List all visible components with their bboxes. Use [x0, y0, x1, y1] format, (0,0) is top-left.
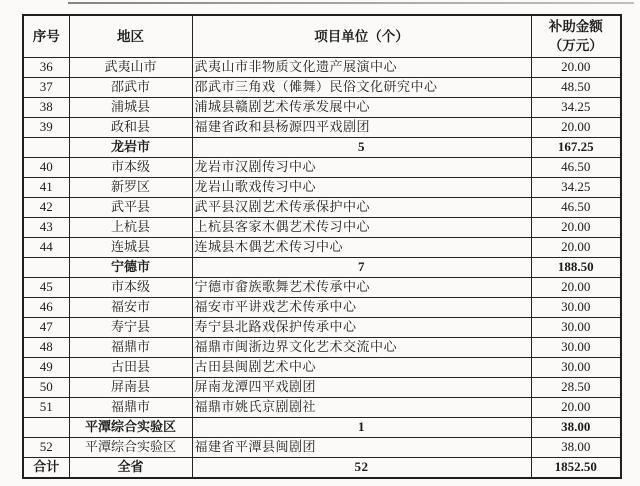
cell-region: 全省 — [69, 458, 192, 479]
cell-unit: 7 — [192, 258, 531, 278]
cell-unit: 福建省政和县杨源四平戏剧团 — [192, 118, 531, 138]
cell-region: 武平县 — [69, 198, 192, 218]
cell-region: 市本级 — [69, 158, 192, 178]
table-row — [23, 458, 621, 479]
cell-unit: 龙岩山歌戏传习中心 — [192, 178, 531, 198]
table-row — [23, 198, 621, 218]
cell-amount: 20.00 — [531, 58, 621, 78]
cell-amount: 46.50 — [531, 198, 621, 218]
cell-region: 寿宁县 — [69, 318, 192, 338]
table-row — [23, 218, 621, 238]
cell-unit: 福安市平讲戏艺术传承中心 — [192, 298, 531, 318]
cell-unit: 龙岩市汉剧传习中心 — [192, 158, 531, 178]
cell-region: 连城县 — [69, 238, 192, 258]
table-row — [23, 258, 621, 278]
cell-unit: 福鼎市姚氏京剧剧社 — [192, 398, 531, 418]
cell-amount: 30.00 — [531, 318, 621, 338]
header-row — [23, 15, 621, 58]
cell-serial — [23, 418, 69, 438]
cell-unit: 福鼎市闽浙边界文化艺术交流中心 — [192, 338, 531, 358]
cell-region: 福安市 — [69, 298, 192, 318]
cell-serial: 40 — [23, 158, 69, 178]
table-row — [23, 78, 621, 98]
cell-amount: 34.25 — [531, 98, 621, 118]
cell-unit: 武夷山市非物质文化遗产展演中心 — [192, 58, 531, 78]
cell-amount: 20.00 — [531, 218, 621, 238]
table-row — [23, 438, 621, 458]
cell-unit: 浦城县赣剧艺术传承发展中心 — [192, 98, 531, 118]
cell-region: 上杭县 — [69, 218, 192, 238]
cell-amount: 188.50 — [531, 258, 621, 278]
cell-region: 市本级 — [69, 278, 192, 298]
table-row — [23, 418, 621, 438]
cell-unit: 古田县闽剧艺术中心 — [192, 358, 531, 378]
cell-serial: 38 — [23, 98, 69, 118]
cell-unit: 武平县汉剧艺术传承保护中心 — [192, 198, 531, 218]
cell-unit: 上杭县客家木偶艺术传习中心 — [192, 218, 531, 238]
table-row — [23, 178, 621, 198]
table-row — [23, 138, 621, 158]
cell-amount: 34.25 — [531, 178, 621, 198]
subsidy-table — [22, 14, 622, 479]
table-row — [23, 238, 621, 258]
cell-serial: 52 — [23, 438, 69, 458]
table-row — [23, 358, 621, 378]
cell-amount: 38.00 — [531, 438, 621, 458]
cell-serial: 48 — [23, 338, 69, 358]
table-body — [23, 58, 621, 479]
cell-amount: 28.50 — [531, 378, 621, 398]
header-unit: 项目单位（个） — [192, 15, 531, 58]
cell-serial: 41 — [23, 178, 69, 198]
cell-amount: 20.00 — [531, 238, 621, 258]
cell-unit: 1 — [192, 418, 531, 438]
cell-unit: 屏南龙潭四平戏剧团 — [192, 378, 531, 398]
cell-region: 宁德市 — [69, 258, 192, 278]
cell-amount: 30.00 — [531, 338, 621, 358]
cell-unit: 宁德市畲族歌舞艺术传承中心 — [192, 278, 531, 298]
cell-serial: 51 — [23, 398, 69, 418]
cell-amount: 1852.50 — [531, 458, 621, 479]
table-header — [23, 15, 621, 58]
header-amount-line1: 补助金额 — [548, 19, 603, 35]
cell-serial: 49 — [23, 358, 69, 378]
cell-unit: 寿宁县北路戏保护传承中心 — [192, 318, 531, 338]
cell-amount: 20.00 — [531, 118, 621, 138]
cell-amount: 167.25 — [531, 138, 621, 158]
cell-unit: 福建省平潭县闽剧团 — [192, 438, 531, 458]
cell-serial: 45 — [23, 278, 69, 298]
cell-serial: 37 — [23, 78, 69, 98]
table-row — [23, 98, 621, 118]
table-row — [23, 158, 621, 178]
cell-amount: 20.00 — [531, 278, 621, 298]
cell-region: 福鼎市 — [69, 338, 192, 358]
cell-unit: 连城县木偶艺术传习中心 — [192, 238, 531, 258]
cell-region: 福鼎市 — [69, 398, 192, 418]
cell-region: 平潭综合实验区 — [69, 418, 192, 438]
header-amount-line2: （万元） — [548, 37, 603, 53]
table-row — [23, 378, 621, 398]
cell-region: 政和县 — [69, 118, 192, 138]
table-row — [23, 58, 621, 78]
table-row — [23, 338, 621, 358]
cell-serial: 47 — [23, 318, 69, 338]
cell-serial: 42 — [23, 198, 69, 218]
cell-region: 浦城县 — [69, 98, 192, 118]
cell-region: 屏南县 — [69, 378, 192, 398]
cell-amount: 46.50 — [531, 158, 621, 178]
table-row — [23, 298, 621, 318]
cell-serial: 39 — [23, 118, 69, 138]
table-row — [23, 278, 621, 298]
cell-serial: 合计 — [23, 458, 69, 479]
page-crop-line — [68, 2, 634, 4]
cell-serial: 43 — [23, 218, 69, 238]
header-serial: 序号 — [23, 15, 69, 58]
table-row — [23, 118, 621, 138]
cell-amount: 48.50 — [531, 78, 621, 98]
cell-region: 古田县 — [69, 358, 192, 378]
cell-amount: 38.00 — [531, 418, 621, 438]
cell-serial — [23, 258, 69, 278]
cell-unit: 邵武市三角戏（傩舞）民俗文化研究中心 — [192, 78, 531, 98]
cell-serial — [23, 138, 69, 158]
table-row — [23, 318, 621, 338]
header-region: 地区 — [69, 15, 192, 58]
cell-region: 邵武市 — [69, 78, 192, 98]
cell-serial: 44 — [23, 238, 69, 258]
table-row — [23, 398, 621, 418]
cell-amount: 20.00 — [531, 398, 621, 418]
cell-region: 新罗区 — [69, 178, 192, 198]
cell-unit: 5 — [192, 138, 531, 158]
cell-region: 武夷山市 — [69, 58, 192, 78]
cell-serial: 50 — [23, 378, 69, 398]
cell-amount: 30.00 — [531, 298, 621, 318]
cell-serial: 46 — [23, 298, 69, 318]
cell-region: 龙岩市 — [69, 138, 192, 158]
cell-amount: 30.00 — [531, 358, 621, 378]
header-amount — [531, 15, 621, 58]
cell-unit: 52 — [192, 458, 531, 479]
cell-region: 平潭综合实验区 — [69, 438, 192, 458]
cell-serial: 36 — [23, 58, 69, 78]
